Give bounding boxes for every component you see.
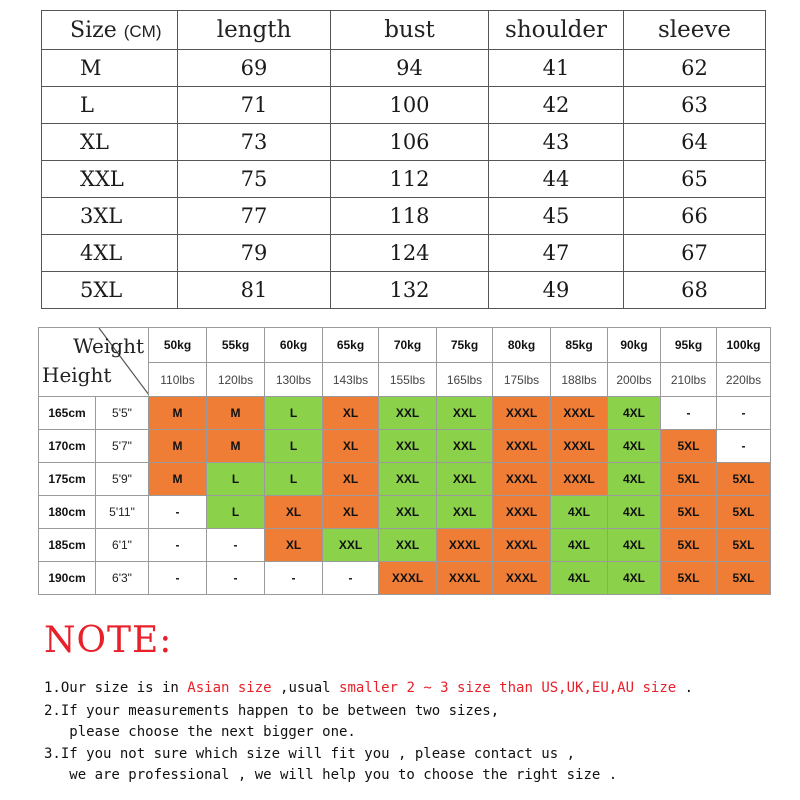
weight-lbs-header: 220lbs [717,363,771,397]
weight-kg-header: 95kg [661,328,717,363]
length-header: length [178,11,331,50]
note-1-smaller-size: smaller 2 ~ 3 size than US,UK,EU,AU size [339,680,677,696]
size-recommendation-cell: XXXL [437,562,493,595]
size-cell-bust: 132 [331,272,489,309]
size-cell-shoulder: 49 [489,272,624,309]
size-recommendation-cell: XXL [437,397,493,430]
size-recommendation-cell: XXL [323,529,379,562]
height-row [39,397,771,430]
size-recommendation-cell: L [207,463,265,496]
size-recommendation-cell: - [149,496,207,529]
weight-chart-body [39,328,771,595]
size-recommendation-cell: 5XL [717,463,771,496]
size-recommendation-cell: XXL [437,430,493,463]
weight-kg-header: 90kg [608,328,661,363]
size-cell-size: XL [42,124,178,161]
size-cell-size: XXL [42,161,178,198]
size-recommendation-cell: XL [265,496,323,529]
size-cell-sleeve: 63 [624,87,766,124]
size-recommendation-cell: - [323,562,379,595]
note-line-5: we are professional , we will help you to choose the right size . [44,767,618,783]
size-cell-bust: 100 [331,87,489,124]
size-row [42,198,766,235]
size-recommendation-cell: XXXL [437,529,493,562]
size-cell-shoulder: 44 [489,161,624,198]
size-cell-bust: 112 [331,161,489,198]
size-recommendation-cell: - [149,562,207,595]
height-ft: 6'3" [96,562,149,595]
weight-lbs-header: 200lbs [608,363,661,397]
size-cell-sleeve: 66 [624,198,766,235]
size-cell-size: M [42,50,178,87]
size-recommendation-cell: 4XL [551,496,608,529]
corner-weight-label: Weight [73,334,144,358]
size-cell-size: 4XL [42,235,178,272]
size-cell-length: 77 [178,198,331,235]
size-cell-sleeve: 67 [624,235,766,272]
size-recommendation-cell: XXL [437,463,493,496]
size-recommendation-cell: XXXL [493,496,551,529]
size-recommendation-cell: XXXL [551,397,608,430]
weight-kg-header: 80kg [493,328,551,363]
height-row [39,430,771,463]
note-1-text-e: . [676,680,694,696]
size-cell-length: 69 [178,50,331,87]
weight-lbs-header: 165lbs [437,363,493,397]
height-cm: 165cm [39,397,96,430]
weight-lbs-header: 210lbs [661,363,717,397]
size-recommendation-cell: 4XL [551,562,608,595]
weight-kg-header: 60kg [265,328,323,363]
weight-lbs-header: 120lbs [207,363,265,397]
size-recommendation-cell: M [207,430,265,463]
size-recommendation-cell: XXL [379,463,437,496]
size-row [42,50,766,87]
size-recommendation-cell: XL [323,496,379,529]
size-recommendation-cell: 5XL [717,562,771,595]
size-recommendation-cell: XXXL [493,562,551,595]
size-recommendation-cell: XXXL [493,397,551,430]
height-ft: 6'1" [96,529,149,562]
height-cm: 190cm [39,562,96,595]
chart-corner [39,328,149,397]
weight-kg-header: 75kg [437,328,493,363]
bust-header: bust [331,11,489,50]
height-ft: 5'11" [96,496,149,529]
note-1-asian-size: Asian size [187,680,272,696]
corner-height-label: Height [42,363,112,387]
size-cell-bust: 118 [331,198,489,235]
height-row [39,529,771,562]
size-header-label: Size [70,17,117,43]
size-recommendation-cell: XXXL [493,529,551,562]
size-recommendation-cell: XXXL [551,463,608,496]
size-row [42,87,766,124]
height-ft: 5'9" [96,463,149,496]
size-recommendation-cell: L [265,430,323,463]
size-recommendation-cell: M [149,463,207,496]
weight-lbs-header: 143lbs [323,363,379,397]
size-cell-bust: 106 [331,124,489,161]
size-recommendation-cell: XXXL [379,562,437,595]
size-recommendation-cell: 5XL [717,529,771,562]
size-recommendation-cell: L [207,496,265,529]
size-recommendation-cell: XXL [379,397,437,430]
size-cell-length: 71 [178,87,331,124]
size-row [42,124,766,161]
size-recommendation-cell: 5XL [661,562,717,595]
size-recommendation-cell: 5XL [661,496,717,529]
size-recommendation-cell: XXXL [493,430,551,463]
size-cell-shoulder: 41 [489,50,624,87]
size-cell-length: 75 [178,161,331,198]
size-recommendation-cell: 5XL [661,529,717,562]
size-recommendation-cell: - [265,562,323,595]
size-cell-size: L [42,87,178,124]
size-recommendation-cell: - [717,397,771,430]
weight-kg-header: 50kg [149,328,207,363]
size-measurement-table [41,10,766,309]
height-ft: 5'7" [96,430,149,463]
size-header-unit: (CM) [123,21,162,41]
weight-kg-header: 85kg [551,328,608,363]
height-cm: 185cm [39,529,96,562]
size-cell-sleeve: 64 [624,124,766,161]
height-ft: 5'5" [96,397,149,430]
size-cell-bust: 124 [331,235,489,272]
weight-lbs-header: 175lbs [493,363,551,397]
size-recommendation-cell: XXL [379,430,437,463]
size-recommendation-cell: M [207,397,265,430]
note-line-1 [44,680,693,696]
size-recommendation-cell: XXL [379,496,437,529]
size-recommendation-cell: 5XL [661,430,717,463]
note-1-text-a: 1.Our size is in [44,680,188,696]
size-recommendation-cell: 4XL [608,496,661,529]
kg-row [39,328,771,363]
size-recommendation-cell: M [149,430,207,463]
size-row [42,161,766,198]
height-row [39,463,771,496]
size-recommendation-cell: XL [323,463,379,496]
weight-height-chart [38,327,771,595]
size-recommendation-cell: 4XL [608,463,661,496]
note-line-3: please choose the next bigger one. [44,724,356,740]
size-recommendation-cell: XXL [437,496,493,529]
size-cell-sleeve: 68 [624,272,766,309]
size-recommendation-cell: 5XL [661,463,717,496]
size-recommendation-cell: - [661,397,717,430]
weight-kg-header: 55kg [207,328,265,363]
size-cell-bust: 94 [331,50,489,87]
size-recommendation-cell: - [149,529,207,562]
size-row [42,235,766,272]
size-cell-shoulder: 47 [489,235,624,272]
size-recommendation-cell: - [717,430,771,463]
size-recommendation-cell: - [207,529,265,562]
size-recommendation-cell: XXXL [551,430,608,463]
size-cell-sleeve: 62 [624,50,766,87]
size-recommendation-cell: M [149,397,207,430]
size-recommendation-cell: 4XL [608,430,661,463]
weight-lbs-header: 130lbs [265,363,323,397]
shoulder-header: shoulder [489,11,624,50]
note-1-text-c: ,usual [271,680,340,696]
height-cm: 170cm [39,430,96,463]
weight-lbs-header: 188lbs [551,363,608,397]
weight-kg-header: 70kg [379,328,437,363]
weight-kg-header: 100kg [717,328,771,363]
size-cell-length: 81 [178,272,331,309]
size-recommendation-cell: XXXL [493,463,551,496]
size-recommendation-cell: 4XL [551,529,608,562]
size-recommendation-cell: L [265,397,323,430]
note-line-4: 3.If you not sure which size will fit you , please contact us , [44,746,576,762]
height-row [39,562,771,595]
size-recommendation-cell: 5XL [717,496,771,529]
size-header [42,11,178,50]
size-cell-shoulder: 43 [489,124,624,161]
size-cell-length: 79 [178,235,331,272]
size-recommendation-cell: XXL [379,529,437,562]
note-line-2: 2.If your measurements happen to be between two sizes, [44,703,500,719]
size-recommendation-cell: 4XL [608,562,661,595]
size-table-body [42,50,766,309]
size-recommendation-cell: L [265,463,323,496]
size-recommendation-cell: - [207,562,265,595]
size-recommendation-cell: XL [265,529,323,562]
height-cm: 175cm [39,463,96,496]
size-recommendation-cell: 4XL [608,397,661,430]
height-cm: 180cm [39,496,96,529]
weight-lbs-header: 110lbs [149,363,207,397]
height-row [39,496,771,529]
size-cell-sleeve: 65 [624,161,766,198]
size-recommendation-cell: XL [323,397,379,430]
weight-kg-header: 65kg [323,328,379,363]
size-row [42,272,766,309]
size-cell-shoulder: 45 [489,198,624,235]
size-cell-size: 5XL [42,272,178,309]
size-cell-shoulder: 42 [489,87,624,124]
size-table-header-row [42,11,766,50]
weight-lbs-header: 155lbs [379,363,437,397]
size-recommendation-cell: 4XL [608,529,661,562]
size-cell-length: 73 [178,124,331,161]
size-recommendation-cell: XL [323,430,379,463]
note-title: NOTE: [44,620,173,661]
sleeve-header: sleeve [624,11,766,50]
size-cell-size: 3XL [42,198,178,235]
